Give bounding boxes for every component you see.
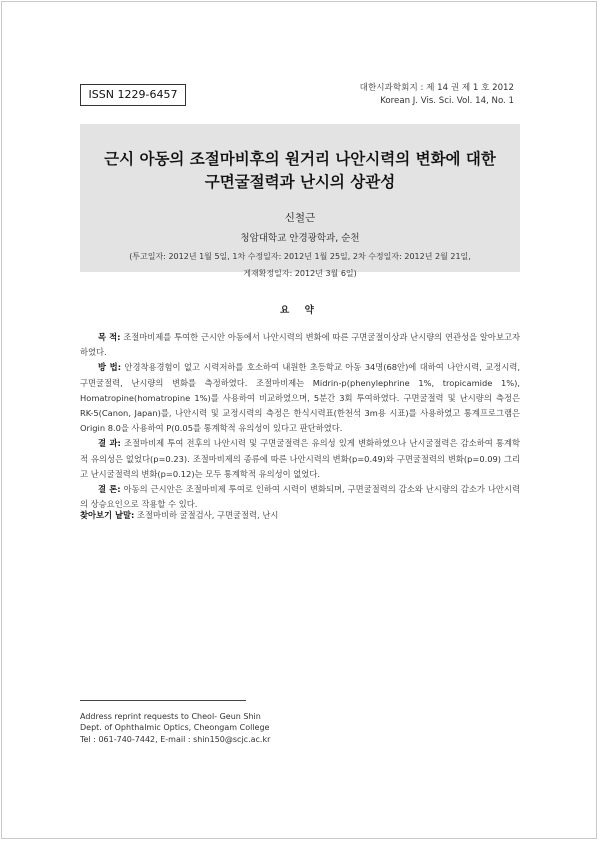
purpose-text: 조절마비제를 투여한 근시안 아동에서 나안시력의 변화에 따른 구면굴절이상과 난시량의 연관성을 알아보고자 하였다. xyxy=(80,332,520,358)
results-text: 조절마비제 투여 전후의 나안시력 및 구면굴절력은 유의성 있게 변화하였으나 난시굴절력은 감소하여 통계학적 유의성은 없었다(p=0.23). 조절마비제의 종류에 따른 나안시력의 변화(p=0.49)와 구면굴절력의 변화(p=0.09) 그리고 난시굴절력의 변화(p=0.12)는 모두 통계학적 유의성이 없었다. xyxy=(80,438,520,479)
abstract-purpose xyxy=(80,330,520,360)
abstract-body xyxy=(80,330,520,512)
journal-info xyxy=(360,82,514,108)
journal-english: Korean J. Vis. Sci. Vol. 14, No. 1 xyxy=(380,96,514,106)
author-name: 신철근 xyxy=(284,212,316,224)
results-label: 결 과: xyxy=(98,438,121,449)
abstract-conclusion xyxy=(80,482,520,512)
issn-box: ISSN 1229-6457 xyxy=(80,84,186,106)
journal-korean: 대한시과학회지 : 제 14 권 제 1 호 2012 xyxy=(359,83,514,93)
abstract-results xyxy=(80,436,520,482)
footnote xyxy=(80,711,270,745)
conclusion-label: 결 론: xyxy=(98,484,121,495)
title-line-2: 구면굴절력과 난시의 상관성 xyxy=(204,173,396,191)
dates-line-1: (투고일자: 2012년 1월 5일, 1차 수정일자: 2012년 1월 25일, 2차 수정일자: 2012년 2월 21일, xyxy=(129,252,471,261)
author-affiliation: 청암대학교 안경광학과, 순천 xyxy=(240,233,360,244)
footnote-divider xyxy=(80,700,246,701)
keywords-text: 조절마비하 굴절검사, 구면굴절력, 난시 xyxy=(134,510,279,520)
paper-title xyxy=(80,148,520,194)
abstract-heading: 요 약 xyxy=(280,305,320,316)
dates-line-2: 게재확정일자: 2012년 3월 6일) xyxy=(243,269,357,278)
submission-dates xyxy=(80,248,520,282)
purpose-label: 목 적: xyxy=(98,332,121,342)
conclusion-text: 아동의 근시안은 조절마비제 투여로 인하여 시력이 변화되며, 구면굴절력의 감소와 난시량의 감소가 나안시력의 상승요인으로 작용할 수 있다. xyxy=(80,484,520,510)
abstract-methods xyxy=(80,360,520,436)
methods-text: 안경착용경험이 없고 시력저하를 호소하여 내원한 초등학교 아동 34명(68안)에 대하여 나안시력, 교정시력, 구면굴절력, 난시량의 변화를 측정하였다. 조절마비제는 Midrin-p(phenylephrine 1%, tropicamide 1%), Homatropine(homatropine 1%)를 사용하여 비교하였으며, 5분간 3회 투여하였다. 구면굴절력 및 난시량의 측정은 RK-5(Canon, Japan)를, 나안시력 및 교정시력의 측정은 한식시력표(한천석 3m용 시표)를 사용하였고 통계프로그램은 Origin 8.0을 사용하여 P(0.05를 통계학적 유의성이 있다고 판단하였다. xyxy=(80,362,520,434)
keywords-label: 찾아보기 낱말: xyxy=(80,510,135,520)
footnote-line-1: Address reprint requests to Cheol- Geun Shin xyxy=(80,712,261,721)
footnote-line-2: Dept. of Ophthalmic Optics, Cheongam College xyxy=(80,723,270,733)
methods-label: 방 법: xyxy=(98,362,122,373)
footnote-line-3: Tel : 061-740-7442, E-mail : shin150@scjc.ac.kr xyxy=(80,734,271,744)
title-line-1: 근시 아동의 조절마비후의 원거리 나안시력의 변화에 대한 xyxy=(104,150,496,168)
keywords xyxy=(80,509,520,521)
